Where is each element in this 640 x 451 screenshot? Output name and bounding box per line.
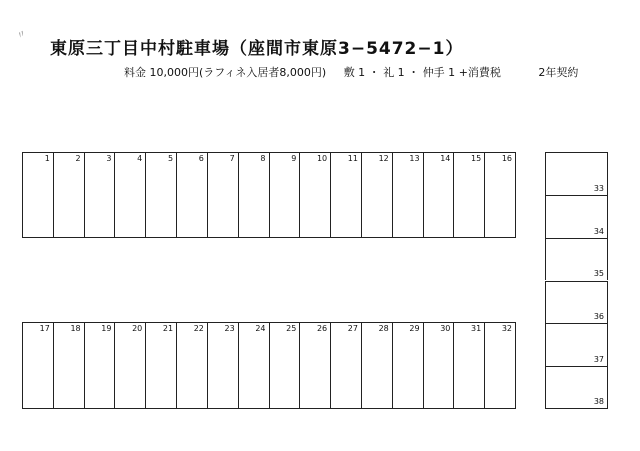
parking-space (485, 322, 516, 409)
space-number: 8 (260, 154, 266, 163)
parking-space (300, 152, 331, 238)
space-number: 27 (347, 324, 358, 333)
parking-row-bottom (22, 322, 516, 409)
parking-space (208, 322, 239, 409)
space-number: 19 (101, 324, 112, 333)
parking-space (239, 322, 270, 409)
space-number: 28 (378, 324, 389, 333)
space-number: 10 (316, 154, 328, 163)
parking-space (545, 195, 608, 238)
parking-space (208, 152, 239, 238)
parking-space (115, 152, 146, 238)
space-number: 22 (193, 324, 204, 333)
parking-space (485, 152, 516, 238)
parking-space (545, 323, 608, 366)
parking-space (362, 322, 393, 409)
space-number: 35 (593, 269, 604, 279)
parking-space (331, 322, 362, 409)
parking-space (300, 322, 331, 409)
space-number: 4 (137, 154, 143, 163)
space-number: 32 (501, 324, 512, 333)
tax-text: +消費税 (458, 66, 501, 79)
parking-space (545, 238, 608, 281)
space-number: 14 (440, 154, 451, 163)
space-number: 7 (229, 154, 235, 163)
space-number: 3 (106, 154, 112, 163)
parking-space (23, 322, 54, 409)
parking-space (146, 152, 177, 238)
space-number: 23 (224, 324, 235, 333)
space-number: 1 (44, 154, 50, 163)
parking-space (270, 322, 301, 409)
parking-space (545, 152, 608, 195)
parking-space (115, 322, 146, 409)
parking-row-top (22, 152, 516, 238)
parking-space (85, 322, 116, 409)
parking-space (177, 152, 208, 238)
parking-space (23, 152, 54, 238)
space-number: 24 (255, 324, 266, 333)
space-number: 9 (291, 154, 297, 163)
parking-space (454, 322, 485, 409)
space-number: 31 (471, 324, 482, 333)
key-money-text: 礼 1 (383, 66, 405, 79)
parking-space (393, 152, 424, 238)
page-title: 東原三丁目中村駐車場（座間市東原3−5472−1） (50, 39, 464, 59)
contract-text: 2年契約 (538, 66, 579, 79)
space-number: 21 (162, 324, 174, 333)
space-number: 17 (39, 324, 50, 333)
parking-space (362, 152, 393, 238)
parking-space (424, 152, 455, 238)
space-number: 29 (409, 324, 420, 333)
parking-space (545, 281, 608, 324)
space-number: 6 (198, 154, 204, 163)
fee-text: 料金 10,000円(ラフィネ入居者8,000円) (124, 66, 327, 79)
deposit-text: 敷 1 (343, 66, 366, 79)
parking-space (54, 322, 85, 409)
space-number: 18 (70, 324, 81, 333)
space-number: 13 (409, 154, 420, 163)
parking-space (54, 152, 85, 238)
space-number: 25 (286, 324, 297, 333)
parking-space (270, 152, 301, 238)
space-number: 33 (593, 183, 604, 193)
parking-column-right (545, 152, 608, 409)
commission-text: 仲手 1 (422, 66, 456, 79)
space-number: 11 (347, 154, 358, 163)
space-number: 38 (593, 396, 604, 406)
space-number: 30 (440, 324, 451, 333)
space-number: 2 (75, 154, 81, 163)
space-number: 16 (501, 154, 512, 163)
parking-space (177, 322, 208, 409)
parking-space (146, 322, 177, 409)
space-number: 12 (378, 154, 389, 163)
parking-space (393, 322, 424, 409)
space-number: 5 (167, 154, 174, 163)
space-number: 36 (593, 312, 604, 322)
parking-space (545, 366, 608, 409)
space-number: 15 (471, 154, 482, 163)
space-number: 20 (132, 324, 143, 333)
space-number: 34 (593, 226, 604, 236)
space-number: 37 (593, 355, 604, 365)
pen-mark-icon: 〃 (14, 27, 30, 43)
parking-space (424, 322, 455, 409)
parking-space (331, 152, 362, 238)
parking-space (239, 152, 270, 238)
parking-space (85, 152, 116, 238)
pricing-line: 料金 10,000円(ラフィネ入居者8,000円) 敷 1 ・ 礼 1 ・ 仲手 1 +消費税 2年契約 (124, 66, 579, 79)
parking-space (454, 152, 485, 238)
space-number: 26 (316, 324, 328, 333)
